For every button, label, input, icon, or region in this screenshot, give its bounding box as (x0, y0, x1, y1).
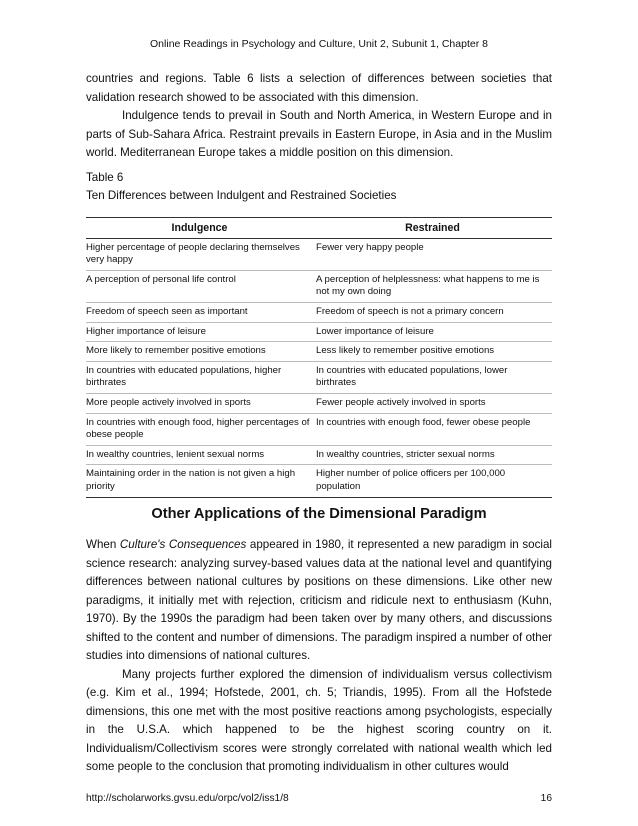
restrained-cell: In countries with enough food, fewer obese people (313, 413, 552, 445)
column-header-indulgence: Indulgence (86, 218, 313, 239)
table-row (86, 445, 552, 465)
column-header-restrained: Restrained (313, 218, 552, 239)
table-caption (86, 169, 396, 205)
restrained-cell: Higher number of police officers per 100,000 population (313, 465, 552, 497)
differences-table (86, 217, 552, 498)
table-label: Table 6 (86, 171, 124, 184)
table-row (86, 322, 552, 342)
section-text (86, 536, 552, 777)
intro-text (86, 70, 552, 163)
table-row (86, 393, 552, 413)
restrained-cell: Less likely to remember positive emotions (313, 342, 552, 362)
indulgence-cell: More people actively involved in sports (86, 393, 313, 413)
table-title: Ten Differences between Indulgent and Restrained Societies (86, 189, 397, 202)
intro-paragraph-1: countries and regions. Table 6 lists a selection of differences between societies that validation research showed to be associated with this dimension. (86, 72, 552, 104)
indulgence-cell: Maintaining order in the nation is not given a high priority (86, 465, 313, 497)
table-header-row (86, 218, 552, 239)
indulgence-cell: Freedom of speech seen as important (86, 302, 313, 322)
restrained-cell: In wealthy countries, stricter sexual norms (313, 445, 552, 465)
indulgence-cell: In countries with educated populations, higher birthrates (86, 361, 313, 393)
table-row (86, 342, 552, 362)
indulgence-cell: In countries with enough food, higher percentages of obese people (86, 413, 313, 445)
paragraph-lead: When (86, 538, 120, 551)
indulgence-cell: Higher percentage of people declaring themselves very happy (86, 238, 313, 270)
indulgence-cell: In wealthy countries, lenient sexual norms (86, 445, 313, 465)
table-row (86, 270, 552, 302)
restrained-cell: Fewer very happy people (313, 238, 552, 270)
running-head: Online Readings in Psychology and Culture, Unit 2, Subunit 1, Chapter 8 (150, 38, 488, 50)
indulgence-cell: A perception of personal life control (86, 270, 313, 302)
restrained-cell: Lower importance of leisure (313, 322, 552, 342)
table-row (86, 465, 552, 497)
table-row (86, 238, 552, 270)
section-heading: Other Applications of the Dimensional Paradigm (151, 506, 487, 522)
table-row (86, 361, 552, 393)
table-row (86, 413, 552, 445)
restrained-cell: A perception of helplessness: what happens to me is not my own doing (313, 270, 552, 302)
section-paragraph-2: Many projects further explored the dimension of individualism versus collectivism (e.g. Kim et al., 1994; Hofstede, 2001, ch. 5; Triandis, 1995). From all the Hofstede dimensions, this one met with the most positive reactions among psychologists, especially in the U.S.A. which happened to be the highest scoring country on it. Individualism/Collectivism scores were strongly correlated with national wealth which led some people to the conclusion that promoting individualism in other cultures would (86, 667, 552, 773)
paragraph-body: appeared in 1980, it represented a new paradigm in social science research: analyzing survey-based values data at the national level and quantifying differences between national cultures by positions on these dimensions. Like other new paradigms, it initially met with rejection, criticism and ridicule next to enthusiasm (Kuhn, 1970). By the 1990s the paradigm had been taken over by many others, and discussions shifted to the content and number of dimensions. The paradigm inspired a number of other studies into dimensions of national cultures. (86, 538, 552, 662)
restrained-cell: In countries with educated populations, lower birthrates (313, 361, 552, 393)
intro-paragraph-2: Indulgence tends to prevail in South and North America, in Western Europe and in parts of Sub-Sahara Africa. Restraint prevails in Eastern Europe, in Asia and in the Muslim world. Mediterranean Europe takes a middle position on this dimension. (86, 109, 552, 159)
indulgence-cell: Higher importance of leisure (86, 322, 313, 342)
restrained-cell: Fewer people actively involved in sports (313, 393, 552, 413)
table-row (86, 302, 552, 322)
restrained-cell: Freedom of speech is not a primary concern (313, 302, 552, 322)
page-number: 16 (540, 793, 552, 804)
indulgence-cell: More likely to remember positive emotions (86, 342, 313, 362)
book-title: Culture's Consequences (119, 538, 247, 551)
footer-url: http://scholarworks.gvsu.edu/orpc/vol2/iss1/8 (86, 793, 289, 804)
section-paragraph-1 (86, 536, 552, 666)
